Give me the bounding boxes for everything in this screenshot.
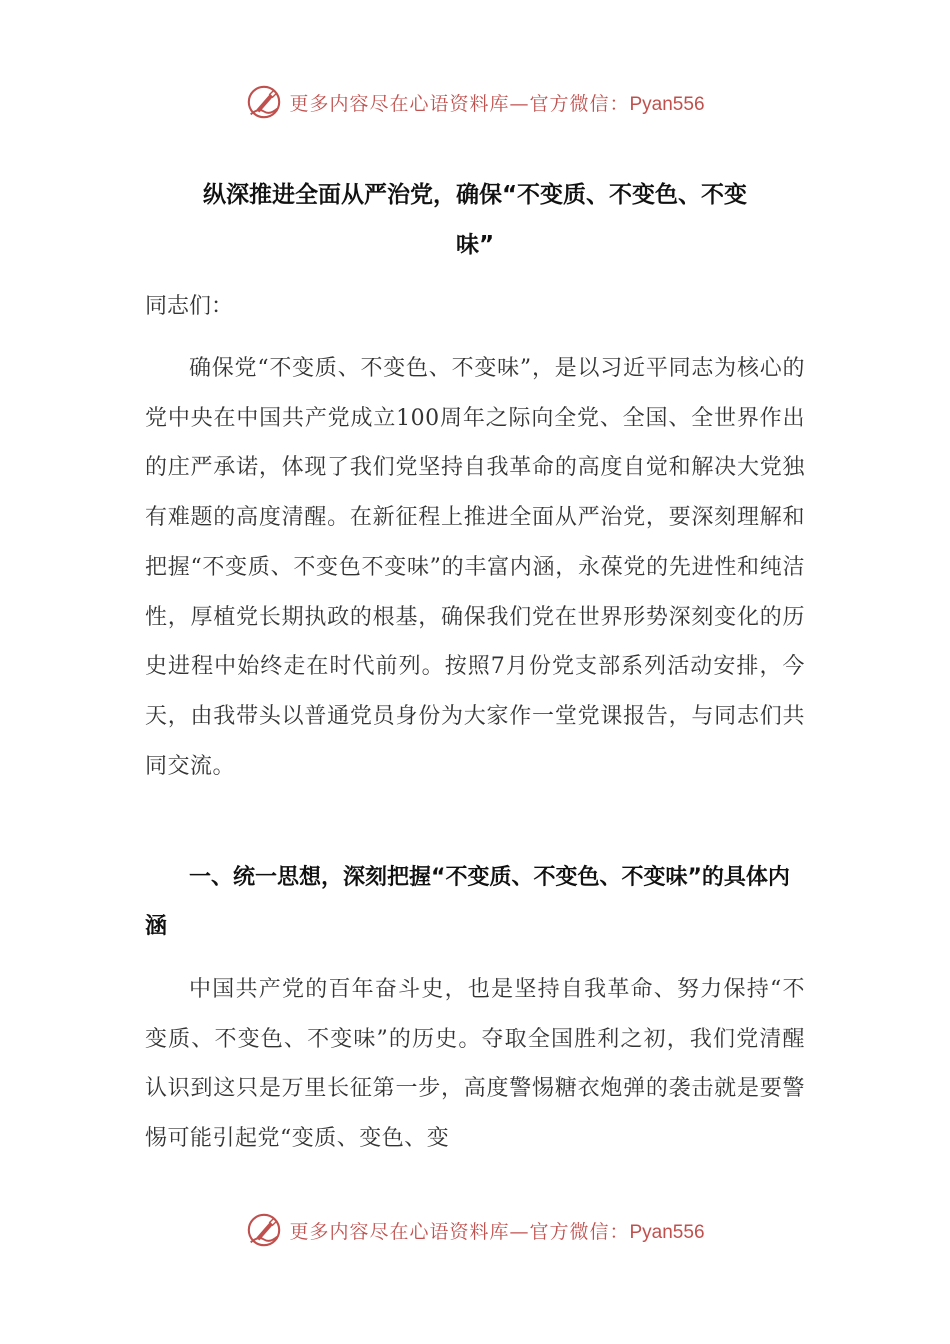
banner-text: 更多内容尽在心语资料库—官方微信：Pyan556 (289, 92, 705, 115)
wechat-id: Pyan556 (629, 1221, 705, 1243)
body-paragraph-1: 确保党“不变质、不变色、不变味”，是以习近平同志为核心的党中央在中国共产党成立100周年之际向全党、全国、全世界作出的庄严承诺，体现了我们党坚持自我革命的高度自觉和解决大党独有难题的高度清醒。在新征程上推进全面从严治党，要深刻理解和把握“不变质、不变色不变味”的丰富内涵，永葆党的先进性和纯洁性，厚植党长期执政的根基，确保我们党在世界形势深刻变化的历史进程中始终走在时代前列。按照7月份党支部系列活动安排，今天，由我带头以普通党员身份为大家作一堂党课报告，与同志们共同交流。 (145, 356, 805, 779)
wechat-id: Pyan556 (629, 93, 705, 115)
header-banner (0, 80, 950, 124)
greeting: 同志们： (145, 294, 234, 319)
pen-logo-icon (245, 83, 283, 121)
banner-text: 更多内容尽在心语资料库—官方微信：Pyan556 (289, 1220, 705, 1243)
document-title-line-2: 味” (455, 232, 495, 258)
pen-logo-icon (245, 1211, 283, 1249)
section-1-heading: 一、统一思想，深刻把握“不变质、不变色、不变味”的具体内涵 (145, 865, 790, 939)
footer-banner (0, 1208, 950, 1252)
document-title-line-1: 纵深推进全面从严治党，确保“不变质、不变色、不变 (202, 182, 748, 208)
body-paragraph-2: 中国共产党的百年奋斗史，也是坚持自我革命、努力保持“不变质、不变色、不变味”的历史。夺取全国胜利之初，我们党清醒认识到这只是万里长征第一步，高度警惕糖衣炮弹的袭击就是要警惕可能引起党“变质、变色、变 (145, 977, 805, 1152)
